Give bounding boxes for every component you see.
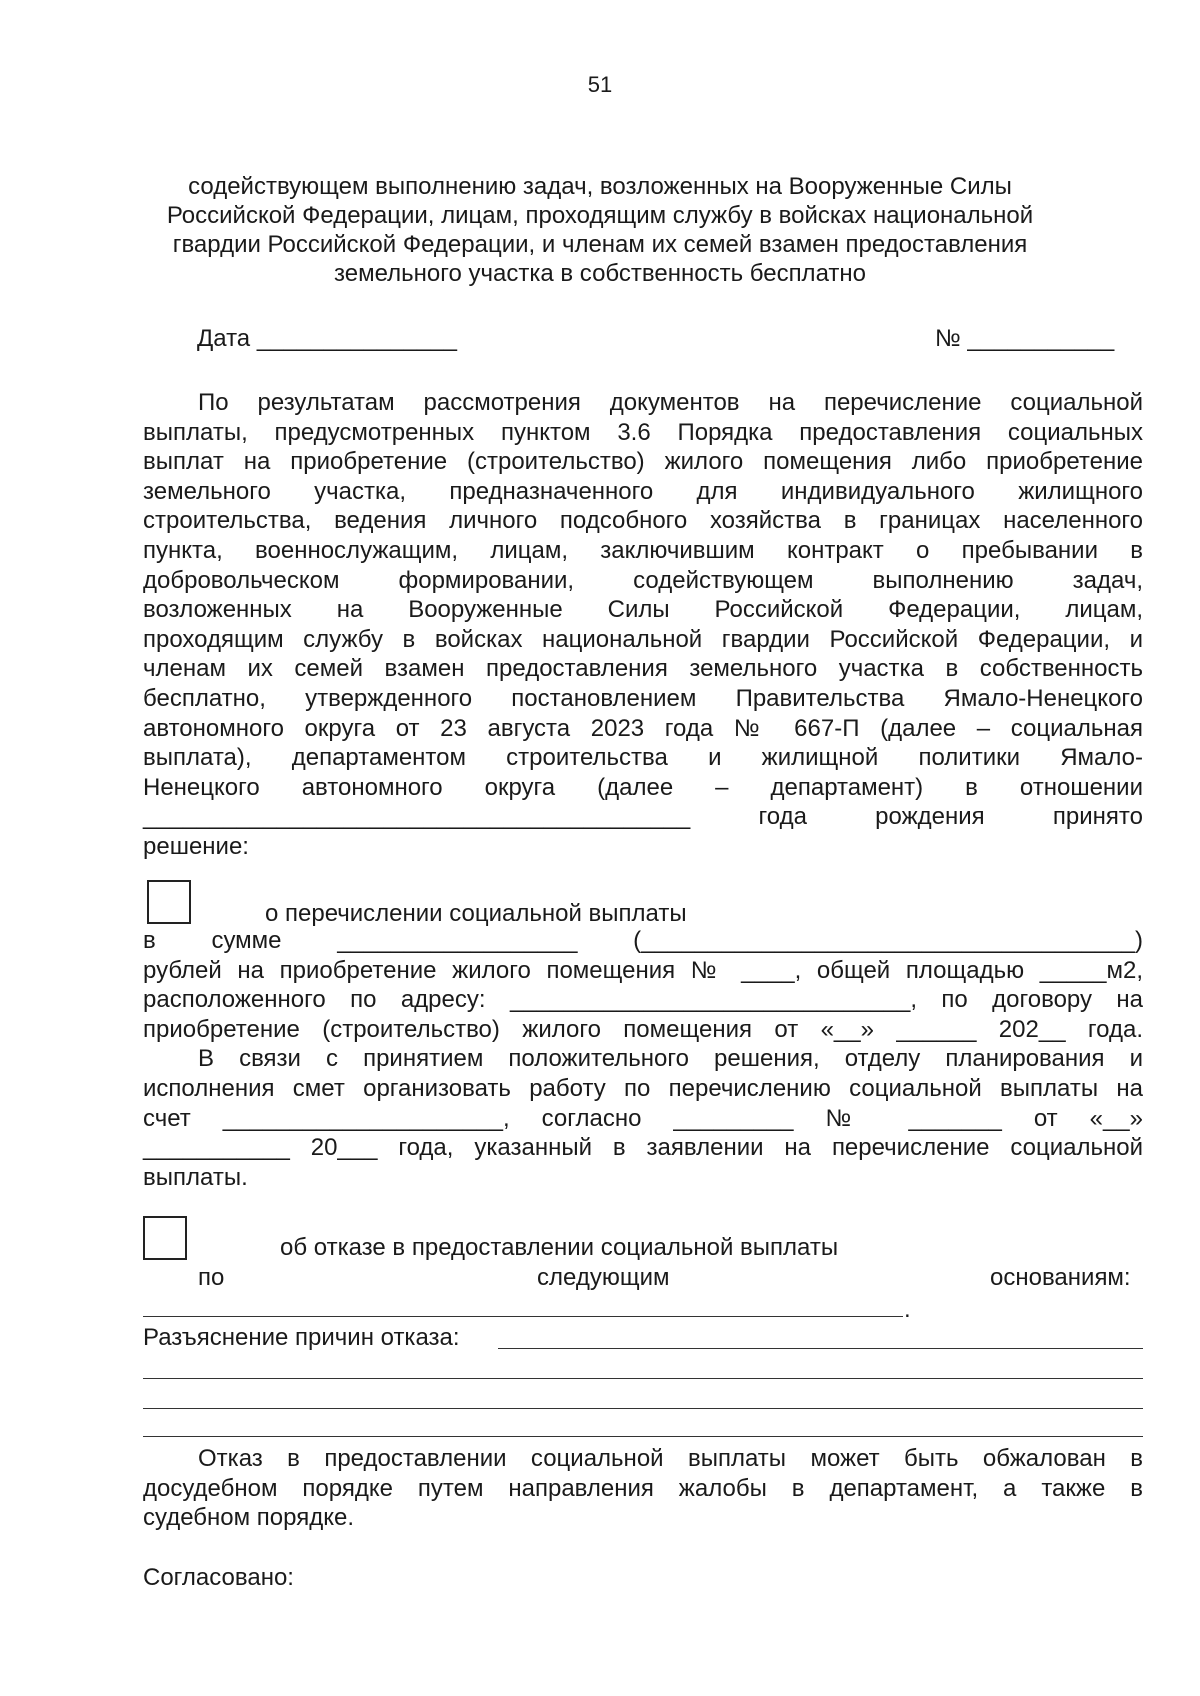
explanation-blank-line [498,1348,1143,1349]
grounds-word: следующим [537,1264,670,1291]
heading-line: содействующем выполнению задач, возложенных на Вооруженные Силы [188,173,1012,200]
grounds-word: основаниям: [990,1264,1131,1291]
explanation-blank-line [143,1408,1143,1409]
paragraph-line: членам их семей взамен предоставления земельного участка в собственность [143,655,1143,683]
paragraph-line: земельного участка, предназначенного для индивидуального жилищного [143,477,1143,505]
paragraph-line: пункта, военнослужащим, лицам, заключившим контракт о пребывании в [143,536,1143,564]
transfer-details [143,926,1143,1192]
instruction-line: ___________ 20___ года, указанный в заявлении на перечисление социальной [143,1134,1143,1162]
transfer-line: приобретение (строительство) жилого помещения от «__» ______ 202__ года. [143,1015,1143,1043]
appeal-line: судебном порядке. [143,1504,355,1532]
paragraph-line: возложенных на Вооруженные Силы Российской Федерации, лицам, [143,596,1143,624]
paragraph-line: решение: [143,832,249,860]
paragraph-line: Ненецкого автономного округа (далее – департамент) в отношении [143,773,1143,801]
transfer-checkbox[interactable] [147,880,191,924]
paragraph-line: строительства, ведения личного подсобного хозяйства в границах населенного [143,507,1143,535]
appeal-line: Отказ в предоставлении социальной выплаты может быть обжалован в [198,1445,1143,1472]
paragraph-line: добровольческом формировании, содействующем выполнению задач, [143,566,1143,594]
explanation-blank-line [143,1436,1143,1437]
instruction-line: В связи с принятием положительного решения, отделу планирования и [198,1045,1143,1073]
paragraph-line: По результатам рассмотрения документов на перечисление социальной [198,389,1143,416]
explanation-label: Разъяснение причин отказа: [143,1324,460,1351]
heading-line: Российской Федерации, лицам, проходящим службу в войсках национальной [166,202,1034,229]
paragraph-line: выплат на приобретение (строительство) жилого помещения либо приобретение [143,448,1143,476]
transfer-line: рублей на приобретение жилого помещения № ____, общей площадью _____м2, [143,956,1143,984]
form-heading [150,172,1050,288]
number-field: № ___________ [935,325,1115,352]
paragraph-line: автономного округа от 23 августа 2023 года № 667-П (далее – социальная [143,714,1143,742]
appeal-line: досудебном порядке путем направления жалобы в департамент, а также в [143,1474,1143,1502]
appeal-paragraph [143,1444,1143,1533]
main-paragraph [143,388,1143,862]
page-number: 51 [587,72,613,97]
approved-label: Согласовано: [143,1564,294,1591]
explanation-blank-line [143,1378,1143,1379]
paragraph-line: _________________________________________ года рождения принято [143,803,1143,831]
date-field: Дата _______________ [197,325,458,352]
refusal-option-label: об отказе в предоставлении социальной выплаты [280,1234,839,1261]
paragraph-line: проходящим службу в войсках национальной гвардии Российской Федерации, и [143,625,1143,653]
grounds-end: . [904,1296,911,1323]
paragraph-line: выплаты, предусмотренных пунктом 3.6 Порядка предоставления социальных [143,418,1143,446]
transfer-option-label: о перечислении социальной выплаты [265,900,687,927]
heading-line: гвардии Российской Федерации, и членам их семей взамен предоставления [172,231,1028,258]
grounds-blank-line [143,1316,903,1317]
grounds-word: по [198,1264,225,1291]
instruction-line: исполнения смет организовать работу по перечислению социальной выплаты на [143,1074,1143,1102]
paragraph-line: бесплатно, утвержденного постановлением Правительства Ямало-Ненецкого [143,684,1143,712]
paragraph-line: выплата), департаментом строительства и жилищной политики Ямало- [143,744,1143,772]
refusal-checkbox[interactable] [143,1216,187,1260]
instruction-line: выплаты. [143,1163,248,1191]
transfer-line: расположенного по адресу: ______________________________, по договору на [143,986,1143,1014]
instruction-line: счет _____________________, согласно _________ № _______ от «__» [143,1104,1143,1132]
heading-line: земельного участка в собственность бесплатно [334,260,866,287]
transfer-line: в сумме __________________ (_____________________________________) [143,927,1143,954]
